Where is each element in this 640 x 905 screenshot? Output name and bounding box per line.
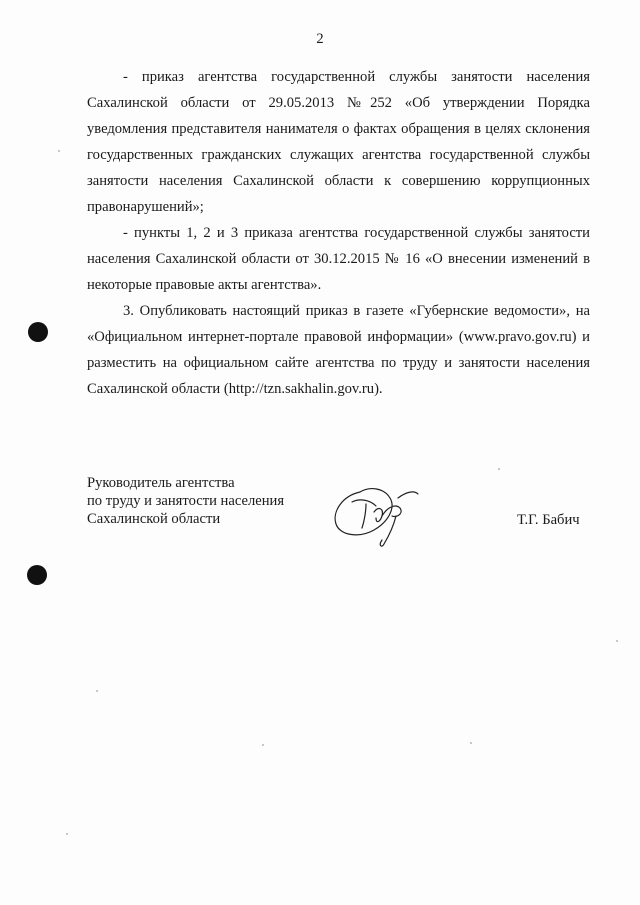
signatory-position [87,474,284,528]
signatory-position-line: по труду и занятости населения [87,493,285,509]
scan-speck [66,833,68,835]
handwritten-signature [330,478,422,550]
paragraph-repealed-order-16: - пункты 1, 2 и 3 приказа агентства государственной службы занятости населения Сахалинской области от 30.12.2015 № 16 «О внесении изменений в некоторые правовые акты агентства». [87,225,590,293]
paragraph-repealed-order-252: - приказ агентства государственной службы занятости населения Сахалинской области от 29.05.2013 №252 «Об утверждении Порядка уведомления представителя нанимателя о фактах обращения в целях склонения государственных гражданских служащих агентства государственной службы занятости населения Сахалинской области к совершению коррупционных правонарушений»; [87,69,590,215]
signatory-position-line: Руководитель агентства [87,475,235,491]
paragraph-publication-clause: 3. Опубликовать настоящий приказ в газете «Губернские ведомости», на «Официальном интернет-портале правовой информации» (www.pravo.gov.ru) и разместить на официальном сайте агентства по труду и занятости населения Сахалинской области (http://tzn.sakhalin.gov.ru). [87,303,590,397]
punch-hole-mark [28,322,48,342]
page-number: 2 [316,31,324,47]
scan-speck [498,468,500,470]
scan-speck [616,640,618,642]
document-body [87,64,590,402]
signatory-position-line: Сахалинской области [87,511,221,527]
scan-speck [58,150,60,152]
scan-speck [96,690,98,692]
scan-speck [262,744,264,746]
scan-speck [470,742,472,744]
punch-hole-mark [27,565,47,585]
signer-name: Т.Г. Бабич [517,512,580,528]
